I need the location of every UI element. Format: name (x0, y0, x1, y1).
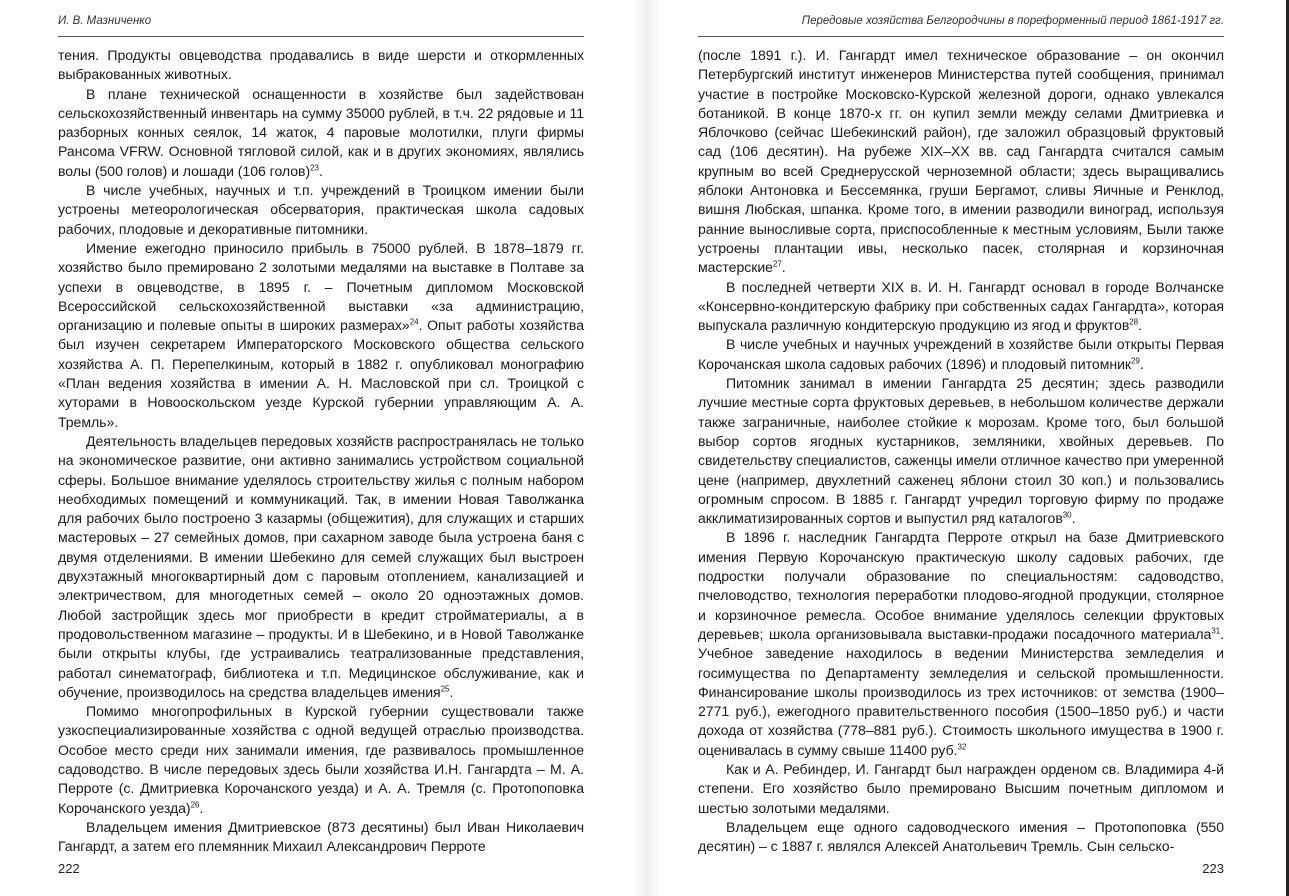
footnote-ref: 27 (772, 259, 782, 269)
paragraph: В плане технической оснащенности в хозяйстве был задействован сельскохозяйственный инвентарь на сумму 35000 рублей, в т.ч. 22 рядовые и 11 разборных конных сеялок, 14 жаток, 4 паровые молотилки, плуги фирмы Рансома VFRW. Основной тягловой силой, как и в других экономиях, являлись волы (500 голов) и лошади (106 голов)$^{23}$. (58, 85, 584, 179)
footnote-ref: 23 (310, 163, 319, 173)
footnote-ref: 30 (1062, 510, 1072, 520)
paragraph: В числе учебных и научных учреждений в хозяйстве были открыты Первая Корочанская школа садовых рабочих (1896) и плодовый питомник$^{29}$. (698, 336, 1224, 372)
paragraph: В последней четверти XIX в. И. Н. Гангардт основал в городе Волчанске «Консервно-кондитерскую фабрику при собственных садах Гангардта», которая выпускала различную кондитерскую продукцию из ягод и фруктов$^{28}$. (698, 278, 1224, 334)
footnote-ref: 25 (440, 684, 450, 694)
right-page (648, 0, 1286, 896)
right-page-text (698, 46, 1224, 856)
paragraph: Деятельность владельцев передовых хозяйств распространялась не только на экономическое развитие, они активно занимались устройством социальной сферы. Большое внимание уделялось строительству жилья с полным набором необходимых помещений и коммуникаций. Так, в имении Новая Таволжанка для рабочих было построено 3 казармы (общежития), для служащих и старших мастеровых – 27 семейных домов, при сахарном заводе была устроена баня с двумя отделениями. В имении Шебекино для семей служащих был выстроен двухэтажный многоквартирный дом с паровым отоплением, канализацией и электричеством, для многодетных семей – около 20 одноэтажных домов. Любой застройщик здесь мог приобрести в кредит стройматериалы, а в продовольственном магазине – продукты. И в Шебекино, и в Новой Таволжанке были открыты клубы, где устраивались театрализованные представления, работал синематограф, библиотека и т.п. Медицинское обслуживание, как и обучение, производилось на средства владельцев имения$^{25}$. (58, 432, 584, 700)
running-head-title: Передовые хозяйства Белгородчины в пореформенный период 1861-1917 гг. (801, 15, 1224, 27)
footnote-ref: 24 (409, 317, 419, 327)
paragraph: В 1896 г. наследник Гангардта Перроте открыл на базе Дмитриевского имения Первую Корочанскую практическую школу садовых рабочих, где подростки получали образование по специальностям: садоводство, пчеловодство, технология переработки плодово-ягодной продукции, столярное и корзиночное ремесла. Особое внимание уделялось селекции фруктовых деревьев; школа организовывала выставки-продажи посадочного материала$^{31}$. Учебное заведение находилось в ведении Министерства земледелия и госимущества по Департаменту земледелия и сельской промышленности. Финансирование школы производилось из трех источников: от земства (1900–2771 руб.), ежегодного правительственного пособия (1500–1850 руб.) и части дохода от хозяйства (778–881 руб.). Стоимость школьного имущества в 1900 г. оценивалась в сумму свыше 11400 руб.$^{32}$ (698, 529, 1224, 758)
page-number: 222 (58, 861, 80, 876)
footnote-ref: 32 (957, 742, 967, 751)
paragraph: (после 1891 г.). И. Гангардт имел техническое образование – он окончил Петербургский институт инженеров Министерства путей сообщения, принимал участие в постройке Московско-Курской железной дороги, однако увлекался ботаникой. В конце 1870-х гг. он купил земли между селами Дмитриевка и Яблочково (сейчас Шебекинский район), где заложил образцовый фруктовый сад (106 десятин). На рубеже XIX–XX вв. сад Гангардта считался самым крупным во всей Среднерусской черноземной области; здесь выращивались яблоки Антоновка и Бессемянка, груши Бергамот, сливы Яичные и Ренклод, вишня Любская, шпанка. Кроме того, в имении разводили виноград, используя ранние выносливые сорта, приспособленные к местным условиям, Были также устроены плантации ивы, несколько пасек, столярная и корзиночная мастерские$^{27}$. (698, 47, 1224, 276)
paragraph: Помимо многопрофильных в Курской губернии существовали также узкоспециализированные хозяйства с одной ведущей отраслью производства. Особое место среди них занимали имения, где развивалось промышленное садоводство. В числе передовых здесь были хозяйства И.Н. Гангардта – М. А. Перроте (с. Дмитриевка Корочанского уезда) и А. А. Тремля (с. Протопоповка Корочанского уезда)$^{26}$. (58, 703, 584, 816)
left-page-text (58, 46, 584, 856)
footnote-ref: 28 (1129, 317, 1139, 327)
paragraph: Питомник занимал в имении Гангардта 25 десятин; здесь разводили лучшие местные сорта фруктовых деревьев, в небольшом количестве держали также заграничные, наиболее стойкие к морозам. Кроме того, был большой выбор сортов ягодных кустарников, земляники, хвойных деревьев. По свидетельству специалистов, саженцы имели отличное качество при умеренной цене (например, двухлетний саженец яблони стоил 30 коп.) и пользовались огромным спросом. В 1885 г. Гангардт учредил торговую фирму по продаже акклиматизированных сортов и выпустил ряд каталогов$^{30}$. (698, 375, 1225, 527)
paragraph: Имение ежегодно приносило прибыль в 75000 рублей. В 1878–1879 гг. хозяйство было премировано 2 золотыми медалями на выставке в Полтаве за успехи в овцеводстве, в 1895 г. – Почетным дипломом Московской Всероссийской сельскохозяйственной выставки «за администрацию, организацию и полевые опыты в широких размерах»$^{24}$. Опыт работы хозяйства был изучен секретарем Императорского Московского общества сельского хозяйства А. П. Перепелкиным, который в 1882 г. опубликовал монографию «План ведения хозяйства в имении А. Н. Масловской при сл. Троицкой с хуторами в Новооскольском уезде Курской губернии управляющим А. А. Тремль». (58, 239, 584, 430)
header-rule (698, 36, 1224, 37)
paragraph: Владельцем имения Дмитриевское (873 десятины) был Иван Николаевич Гангардт, а затем его племянник Михаил Александрович Перроте (58, 818, 584, 855)
paragraph: тения. Продукты овцеводства продавались в виде шерсти и откормленных выбракованных животных. (58, 47, 584, 83)
left-page (0, 0, 640, 896)
footnote-ref: 26 (190, 799, 200, 809)
page-number: 223 (1202, 861, 1224, 876)
paragraph: Как и А. Ребиндер, И. Гангардт был награжден орденом св. Владимира 4-й степени. Его хозяйство было премировано Высшим почетным дипломом и шестью золотыми медалями. (698, 760, 1224, 816)
running-head-author: И. В. Мазниченко (58, 15, 152, 27)
header-rule (58, 36, 584, 37)
footnote-ref: 29 (1131, 356, 1140, 366)
paragraph: В числе учебных, научных и т.п. учреждений в Троицком имении были устроены метеорологическая обсерватория, практическая школа садовых рабочих, плодовые и декоративные питомники. (58, 182, 584, 237)
footnote-ref: 31 (1211, 626, 1221, 636)
paragraph: Владельцем еще одного садоводческого имения – Протопоповка (550 десятин) – с 1887 г. являлся Алексей Анатольевич Тремль. Сын сельско- (698, 818, 1224, 855)
